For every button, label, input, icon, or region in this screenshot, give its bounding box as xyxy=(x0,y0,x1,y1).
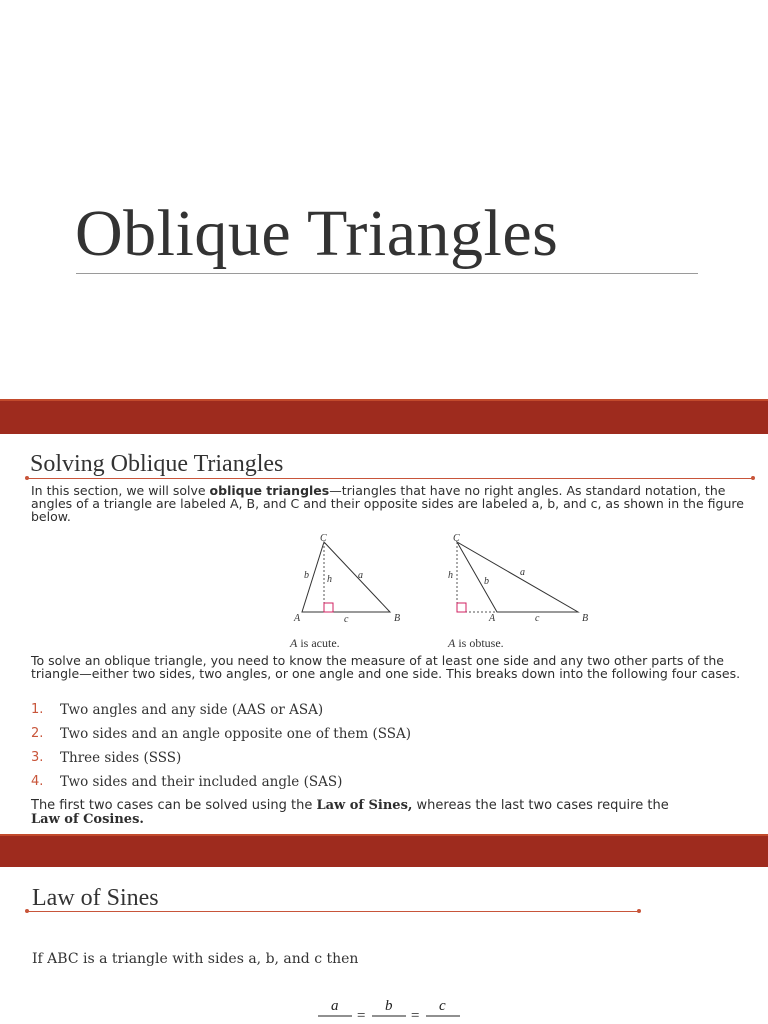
svg-text:b: b xyxy=(304,570,309,581)
svg-text:c: c xyxy=(344,614,349,625)
law-of-sines-formula xyxy=(310,994,470,1024)
intro-bold-term: oblique triangles xyxy=(209,483,330,498)
svg-text:h: h xyxy=(448,570,453,581)
title-divider xyxy=(76,273,698,274)
page-title: Oblique Triangles xyxy=(75,197,559,270)
list-item: 2. Two sides and an angle opposite one of them (SSA) xyxy=(31,726,412,742)
underline-dot-right-2 xyxy=(637,909,641,913)
svg-text:c: c xyxy=(535,613,540,624)
list-item: 4. Two sides and their included angle (SAS) xyxy=(31,774,343,790)
obtuse-triangle-figure xyxy=(440,532,600,652)
svg-text:c: c xyxy=(439,998,446,1014)
svg-text:h: h xyxy=(327,574,332,585)
acute-triangle-figure xyxy=(285,532,415,652)
underline-dot-right xyxy=(751,476,755,480)
svg-text:A: A xyxy=(294,613,301,624)
svg-text:a: a xyxy=(358,570,363,581)
underline-dot-left-2 xyxy=(25,909,29,913)
slide-separator xyxy=(0,399,768,434)
svg-text:A: A xyxy=(489,613,496,624)
list-item: 1. Two angles and any side (AAS or ASA) xyxy=(31,702,324,718)
svg-text:C: C xyxy=(320,533,327,544)
svg-text:b: b xyxy=(484,576,489,587)
slide-separator-2 xyxy=(0,834,768,867)
conclusion-paragraph: The first two cases can be solved using the Law of Sines, whereas the last two cases require the Law of Cosines. xyxy=(31,798,669,827)
svg-text:a: a xyxy=(331,998,339,1014)
list-item: 3. Three sides (SSS) xyxy=(31,750,182,766)
svg-text:=: = xyxy=(410,1008,421,1024)
heading-underline-2 xyxy=(27,911,639,912)
underline-dot-left xyxy=(25,476,29,480)
section-heading: Solving Oblique Triangles xyxy=(30,451,284,477)
svg-text:A is obtuse.: A is obtuse. xyxy=(448,636,504,650)
svg-text:A is acute.: A is acute. xyxy=(290,636,340,650)
cases-intro-paragraph: To solve an oblique triangle, you need to know the measure of at least one side and any two other parts of the triangle—either two sides, two angles, or one angle and one side. This breaks down into the following four cases. xyxy=(31,653,741,681)
law-of-sines-heading: Law of Sines xyxy=(32,885,159,911)
intro-paragraph: In this section, we will solve oblique triangles—triangles that have no right angles. As standard notation, the angles of a triangle are labeled A, B, and C and their opposite sides are labeled a, b, and c, as shown in the figure below. xyxy=(31,483,744,524)
heading-underline xyxy=(27,478,753,479)
svg-text:B: B xyxy=(582,613,589,624)
svg-text:C: C xyxy=(453,533,460,544)
law-of-sines-intro: If ABC is a triangle with sides a, b, and c then xyxy=(32,951,359,967)
title-slide xyxy=(0,0,768,398)
svg-text:=: = xyxy=(356,1008,367,1024)
svg-text:b: b xyxy=(385,998,393,1014)
svg-text:B: B xyxy=(394,613,401,624)
cases-list xyxy=(31,702,411,798)
svg-text:a: a xyxy=(520,567,525,578)
